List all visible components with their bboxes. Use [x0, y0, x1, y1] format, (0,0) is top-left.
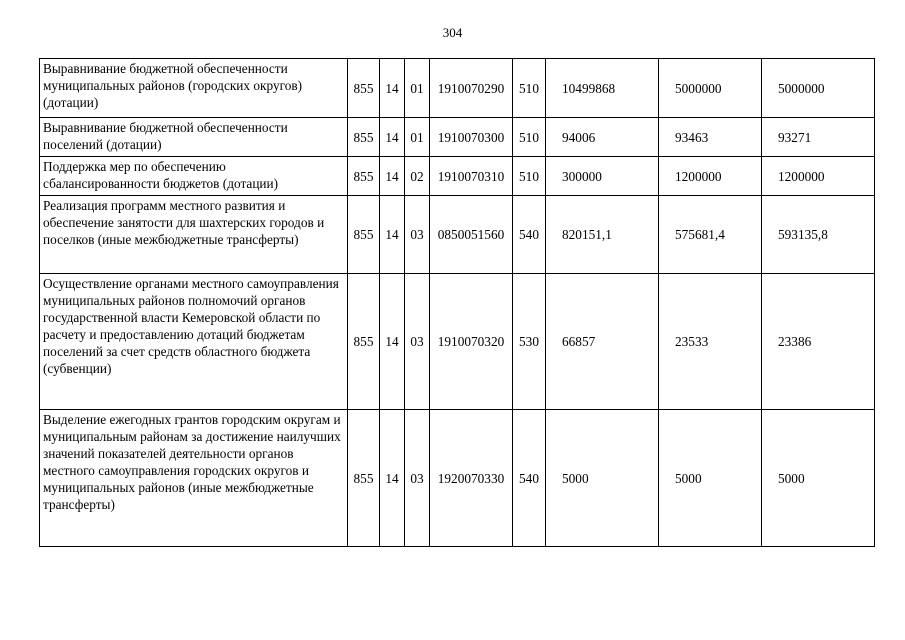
amount-year-3-cell: 5000000: [762, 59, 875, 118]
expense-type-cell: 530: [513, 274, 546, 410]
row-name-cell: Реализация программ местного развития и обеспечение занятости для шахтерских городов и поселков (иные межбюджетные трансферты): [40, 196, 348, 274]
admin-code-cell: 855: [348, 410, 380, 547]
amount-year-1-cell: 820151,1: [546, 196, 659, 274]
target-article-cell: 1920070330: [430, 410, 513, 547]
amount-year-3-cell: 593135,8: [762, 196, 875, 274]
amount-year-3-cell: 23386: [762, 274, 875, 410]
table-row: [40, 410, 875, 547]
section-cell: 14: [380, 118, 405, 157]
amount-year-1-cell: 300000: [546, 157, 659, 196]
row-name-cell: Выравнивание бюджетной обеспеченности муниципальных районов (городских округов) (дотации): [40, 59, 348, 118]
expense-type-cell: 510: [513, 118, 546, 157]
row-name-cell: Осуществление органами местного самоуправления муниципальных районов полномочий органов государственной власти Кемеровской области по расчету и предоставлению дотаций бюджетам поселений за счет средств областного бюджета (субвенции): [40, 274, 348, 410]
amount-year-2-cell: 1200000: [659, 157, 762, 196]
table-row: [40, 196, 875, 274]
subsection-cell: 03: [405, 410, 430, 547]
budget-table: [39, 58, 875, 547]
amount-year-3-cell: 93271: [762, 118, 875, 157]
admin-code-cell: 855: [348, 157, 380, 196]
table-row: [40, 157, 875, 196]
section-cell: 14: [380, 410, 405, 547]
admin-code-cell: 855: [348, 59, 380, 118]
row-name-cell: Выравнивание бюджетной обеспеченности поселений (дотации): [40, 118, 348, 157]
table-row: [40, 274, 875, 410]
expense-type-cell: 540: [513, 410, 546, 547]
page-number: 304: [442, 25, 463, 40]
section-cell: 14: [380, 59, 405, 118]
admin-code-cell: 855: [348, 196, 380, 274]
amount-year-3-cell: 5000: [762, 410, 875, 547]
target-article-cell: 1910070300: [430, 118, 513, 157]
subsection-cell: 01: [405, 118, 430, 157]
subsection-cell: 02: [405, 157, 430, 196]
target-article-cell: 1910070290: [430, 59, 513, 118]
amount-year-3-cell: 1200000: [762, 157, 875, 196]
admin-code-cell: 855: [348, 118, 380, 157]
subsection-cell: 01: [405, 59, 430, 118]
section-cell: 14: [380, 157, 405, 196]
row-name-cell: Выделение ежегодных грантов городским округам и муниципальным районам за достижение наилучших значений показателей деятельности органов местного самоуправления городских округов и муниципальных районов (иные межбюджетные трансферты): [40, 410, 348, 547]
target-article-cell: 0850051560: [430, 196, 513, 274]
admin-code-cell: 855: [348, 274, 380, 410]
expense-type-cell: 510: [513, 59, 546, 118]
expense-type-cell: 510: [513, 157, 546, 196]
row-name-cell: Поддержка мер по обеспечению сбалансированности бюджетов (дотации): [40, 157, 348, 196]
amount-year-2-cell: 5000000: [659, 59, 762, 118]
subsection-cell: 03: [405, 196, 430, 274]
expense-type-cell: 540: [513, 196, 546, 274]
section-cell: 14: [380, 274, 405, 410]
target-article-cell: 1910070320: [430, 274, 513, 410]
amount-year-2-cell: 23533: [659, 274, 762, 410]
amount-year-2-cell: 93463: [659, 118, 762, 157]
amount-year-1-cell: 10499868: [546, 59, 659, 118]
amount-year-2-cell: 575681,4: [659, 196, 762, 274]
section-cell: 14: [380, 196, 405, 274]
amount-year-2-cell: 5000: [659, 410, 762, 547]
amount-year-1-cell: 66857: [546, 274, 659, 410]
table-row: [40, 118, 875, 157]
amount-year-1-cell: 5000: [546, 410, 659, 547]
subsection-cell: 03: [405, 274, 430, 410]
amount-year-1-cell: 94006: [546, 118, 659, 157]
target-article-cell: 1910070310: [430, 157, 513, 196]
table-row: [40, 59, 875, 118]
